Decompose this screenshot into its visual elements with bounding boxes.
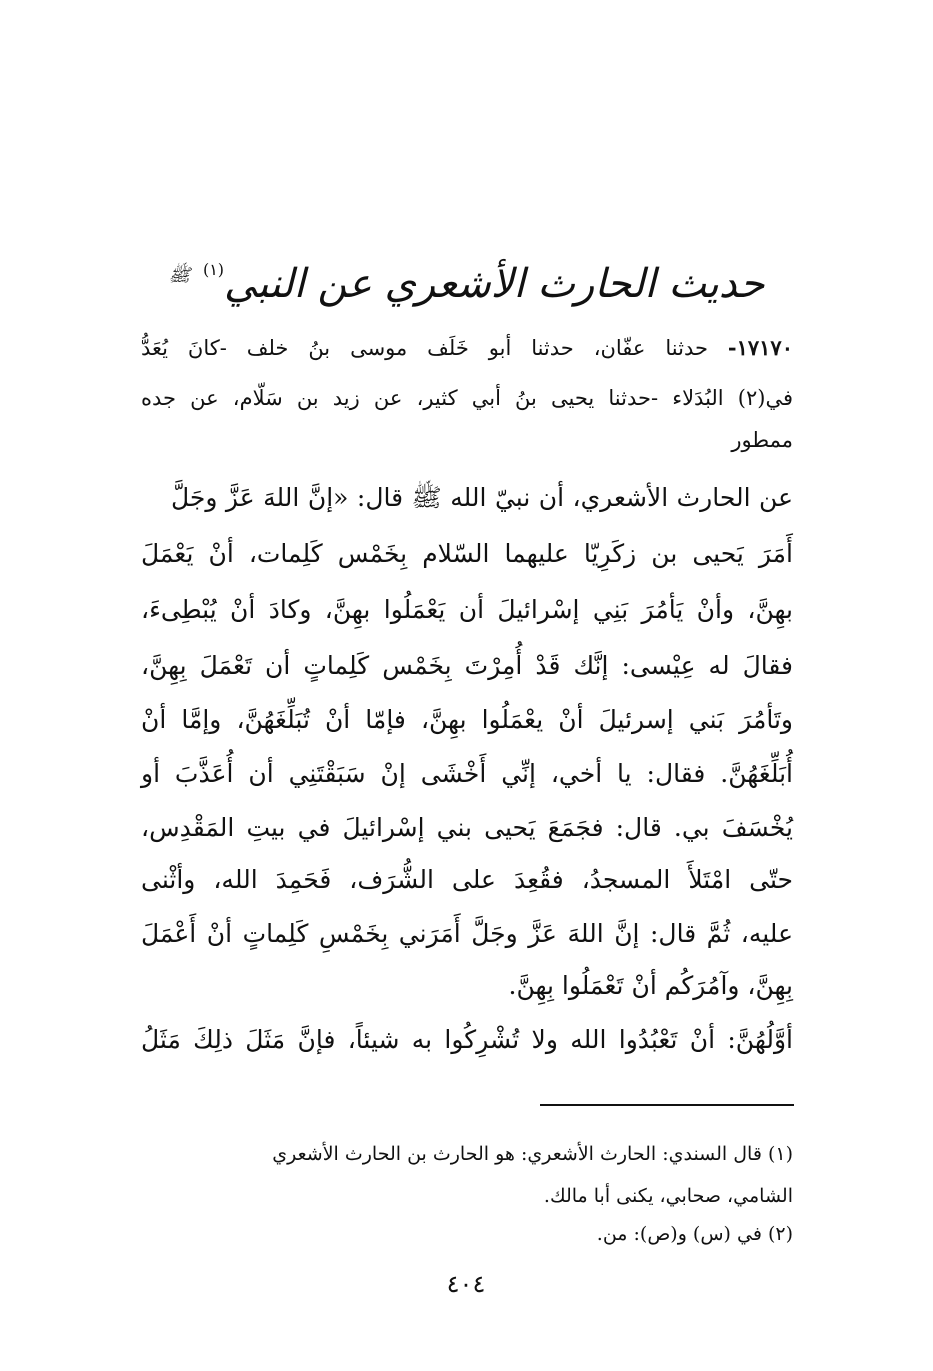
chain-line-2: في(٢) البُدَلاء -حدثنا يحيى بنُ أبي كثير، عن زيد بن سَلّام، عن جده bbox=[141, 386, 793, 410]
body-line-4: فقالَ له عِيْسى: إنَّك قَدْ أُمِرْتَ بِخَمْس كَلِماتٍ أن تَعْمَلَ بِهِنَّ، bbox=[141, 651, 793, 680]
footnote-2: (٢) في (س) و(ص): من. bbox=[596, 1223, 793, 1245]
chain-line-3: ممطور bbox=[731, 428, 793, 452]
blessing-glyph: ﷺ bbox=[168, 265, 191, 286]
page-number: ٤٠٤ bbox=[446, 1270, 486, 1298]
body-line-1: عن الحارث الأشعري، أن نبيّ الله ﷺ قال: «إنَّ اللهَ عَزَّ وجَلَّ bbox=[171, 483, 793, 512]
body-line-5: وتَأمُرَ بَني إسرئيلَ أنْ يعْمَلُوا بهِنَّ، فإمّا أنْ تُبَلِّغَهُنَّ، وإمَّا أنْ bbox=[141, 705, 793, 734]
chapter-heading bbox=[150, 240, 783, 314]
body-line-10: بِهِنَّ، وآمُرَكُم أنْ تَعْمَلُوا بِهِنَّ. bbox=[508, 971, 793, 1000]
body-line-6: أُبَلِّغَهُنَّ. فقال: يا أخي، إنِّي أَخْشَى إنْ سَبَقْتَنِي أن أُعَذَّبَ أو bbox=[141, 759, 793, 788]
body-line-7: يُخْسَفَ بي. قال: فجَمَعَ يَحيى بني إسْرائيلَ في بيتِ المَقْدِس، bbox=[141, 813, 793, 842]
body-line-11: أوَّلُهُنَّ: أنْ تَعْبُدُوا الله ولا تُشْرِكُوا به شيئاً، فإنَّ مَثَلَ ذلِكَ مَثَلُ bbox=[141, 1025, 793, 1054]
footnote-marker-1: (١) bbox=[202, 260, 225, 279]
hadith-number: ١٧١٧٠- bbox=[727, 335, 793, 360]
footnote-1-line-1: (١) قال السندي: الحارث الأشعري: هو الحارث بن الحارث الأشعري bbox=[272, 1143, 793, 1165]
body-line-2: أَمَرَ يَحيى بن زكَرِيّا عليهما السّلام بِخَمْس كَلِمات، أنْ يَعْمَلَ bbox=[141, 539, 793, 568]
chapter-title: حديث الحارث الأشعري عن النبي bbox=[224, 261, 765, 307]
body-line-9: عليه، ثُمَّ قال: إنَّ اللهَ عَزَّ وجَلَّ أَمَرَني بِخَمْسِ كَلِماتٍ أنْ أَعْمَلَ bbox=[141, 919, 793, 948]
body-line-8: حتّى امْتَلأَ المسجدُ، فقُعِدَ على الشُّرَف، فَحَمِدَ الله، وأثْنى bbox=[141, 865, 793, 894]
body-line-3: بهِنَّ، وأنْ يَأمُرَ بَنِي إسْرائيلَ أن يَعْمَلُوا بهِنَّ، وكادَ أنْ يُبْطِىءَ، bbox=[141, 595, 793, 624]
footnote-divider bbox=[540, 1104, 794, 1106]
chain-line-1: ١٧١٧٠- حدثنا عفّان، حدثنا أبو خَلَف موسى بنُ خلف -كانَ يُعَدُّ bbox=[141, 335, 793, 360]
footnote-1-line-2: الشامي، صحابي، يكنى أبا مالك. bbox=[543, 1185, 793, 1207]
